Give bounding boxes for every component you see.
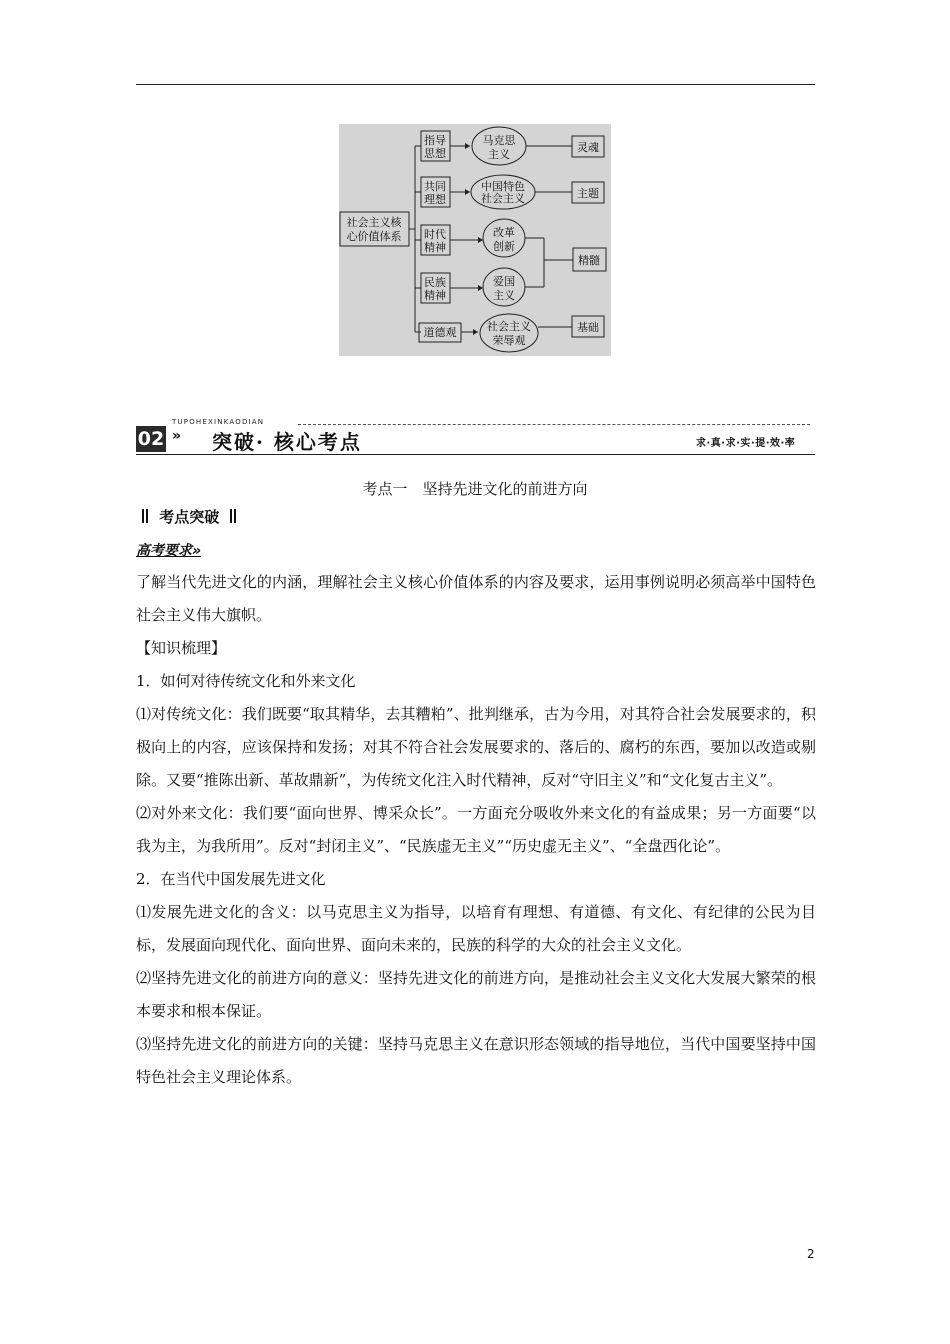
bars-icon bbox=[230, 509, 236, 523]
section-heading-text: 考点突破 bbox=[159, 508, 220, 526]
body-text bbox=[136, 566, 816, 1094]
diagram-node-1a: 马克思 bbox=[482, 134, 516, 147]
diagram-node-5b: 荣辱观 bbox=[492, 334, 526, 347]
diagram-label-3b: 精神 bbox=[424, 241, 446, 254]
banner-dotted-line bbox=[298, 424, 810, 425]
paragraph: ⑵对外来文化：我们要“面向世界、博采众长”。一方面充分吸收外来文化的有益成果；另一方面要“以我为主，为我所用”。反对“封闭主义”、“民族虚无主义”“历史虚无主义”、“全盘西化论”。 bbox=[136, 804, 816, 855]
diagram-label-2b: 理想 bbox=[424, 193, 446, 206]
top-rule bbox=[136, 84, 815, 85]
topic-heading: 考点一 坚持先进文化的前进方向 bbox=[362, 480, 588, 498]
diagram-node-1b: 主义 bbox=[488, 148, 510, 161]
banner-arrow-icon: » bbox=[172, 428, 182, 444]
diagram-node-2b: 社会主义 bbox=[481, 192, 525, 205]
diagram-label-3a: 时代 bbox=[424, 228, 446, 241]
paragraph: ⑴发展先进文化的含义：以马克思主义为指导，以培育有理想、有道德、有文化、有纪律的公民为目标，发展面向现代化、面向世界、面向未来的，民族的科学的大众的社会主义文化。 bbox=[136, 903, 816, 954]
diagram-label-4b: 精神 bbox=[424, 289, 446, 302]
requirement-label: 高考要求» bbox=[136, 543, 202, 559]
diagram-result-3: 精髓 bbox=[578, 254, 600, 267]
diagram-root-line2: 心价值体系 bbox=[346, 230, 402, 243]
paragraph: ⑶坚持先进文化的前进方向的关键：坚持马克思主义在意识形态领域的指导地位，当代中国要坚持中国特色社会主义理论体系。 bbox=[136, 1035, 816, 1086]
banner-title: 突破· 核心考点 bbox=[212, 430, 362, 454]
diagram-root-line1: 社会主义核 bbox=[346, 216, 402, 229]
paragraph: 【知识梳理】 bbox=[136, 639, 227, 657]
banner-underline bbox=[136, 454, 815, 455]
diagram-result-2: 主题 bbox=[577, 187, 599, 200]
diagram-node-3b: 创新 bbox=[493, 240, 515, 253]
banner-pinyin: TUPOHEXINKAODIAN bbox=[172, 418, 265, 426]
paragraph: ⑵坚持先进文化的前进方向的意义：坚持先进文化的前进方向，是推动社会主义文化大发展大繁荣的根本要求和根本保证。 bbox=[136, 969, 816, 1020]
diagram-svg bbox=[339, 124, 611, 356]
core-values-diagram bbox=[339, 124, 611, 356]
diagram-label-4a: 民族 bbox=[424, 276, 446, 289]
paragraph: 2．在当代中国发展先进文化 bbox=[136, 870, 326, 888]
diagram-result-4: 基础 bbox=[577, 321, 599, 334]
paragraph: 了解当代先进文化的内涵，理解社会主义核心价值体系的内容及要求，运用事例说明必须高举中国特色社会主义伟大旗帜。 bbox=[136, 573, 816, 624]
diagram-node-5a: 社会主义 bbox=[487, 320, 531, 333]
diagram-result-1: 灵魂 bbox=[577, 141, 599, 154]
diagram-node-2a: 中国特色 bbox=[481, 180, 525, 193]
section-heading bbox=[136, 506, 242, 527]
diagram-node-4a: 爱国 bbox=[493, 275, 515, 288]
diagram-node-4b: 主义 bbox=[493, 289, 515, 302]
banner-slogan: 求·真·求·实·提·效·率 bbox=[696, 438, 796, 449]
diagram-label-1a: 指导 bbox=[424, 134, 446, 147]
paragraph: ⑴对传统文化：我们既要“取其精华，去其糟粕”、批判继承，古为今用，对其符合社会发展要求的，积极向上的内容，应该保持和发扬；对其不符合社会发展要求的、落后的、腐朽的东西，要加以改造或剔除。又要“推陈出新、革故鼎新”，为传统文化注入时代精神，反对“守旧主义”和“文化复古主义”。 bbox=[136, 705, 816, 789]
page-number: 2 bbox=[807, 1247, 815, 1261]
banner-number: 02 bbox=[137, 428, 165, 450]
diagram-label-1b: 思想 bbox=[424, 147, 446, 160]
diagram-label-2a: 共同 bbox=[424, 180, 446, 193]
bars-icon bbox=[142, 509, 148, 523]
diagram-label-5: 道德观 bbox=[423, 326, 457, 339]
diagram-node-3a: 改革 bbox=[493, 226, 515, 239]
paragraph: 1．如何对待传统文化和外来文化 bbox=[136, 672, 356, 690]
